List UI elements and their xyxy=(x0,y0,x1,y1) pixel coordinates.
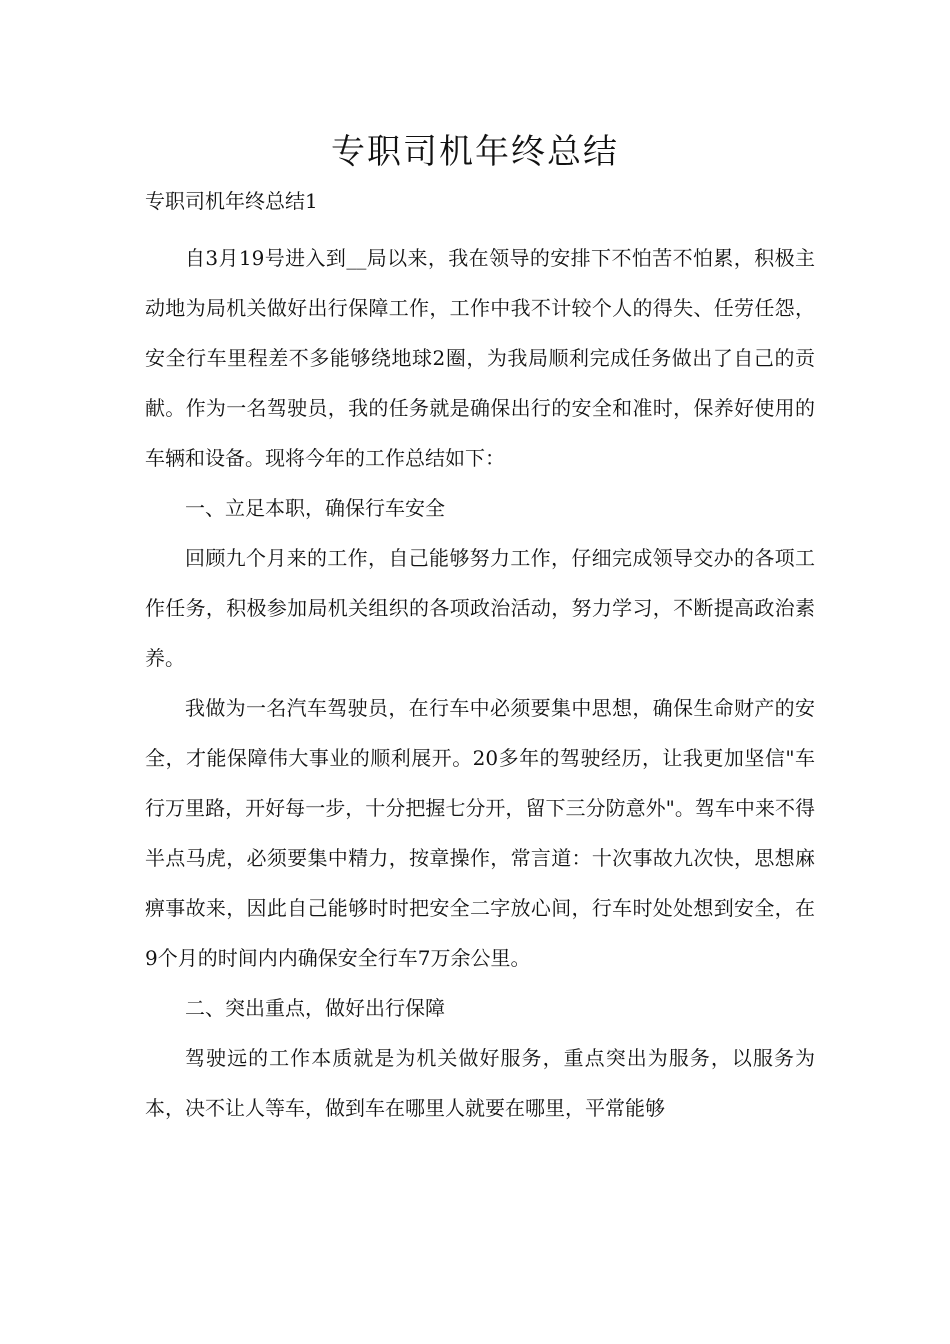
section-heading-2: 二、突出重点，做好出行保障 xyxy=(185,996,445,1020)
document-title: 专职司机年终总结 xyxy=(331,132,619,172)
section-heading-1: 一、立足本职，确保行车安全 xyxy=(185,496,445,520)
paragraph-safety: 我做为一名汽车驾驶员，在行车中必须要集中思想，确保生命财产的安全，才能保障伟大事业的顺利展开。20多年的驾驶经历，让我更加坚信"车行万里路，开好每一步，十分把握七分开，留下三分防意外"。驾车中来不得半点马虎，必须要集中精力，按章操作，常言道：十次事故九次快，思想麻痹事故来，因此自己能够时时把安全二字放心间，行车时处处想到安全，在9个月的时间内内确保安全行车7万余公里。 xyxy=(145,696,815,970)
paragraph-intro: 自3月19号进入到__局以来，我在领导的安排下不怕苦不怕累，积极主动地为局机关做好出行保障工作，工作中我不计较个人的得失、任劳任怨，安全行车里程差不多能够绕地球2圈，为我局顺利完成任务做出了自己的贡献。作为一名驾驶员，我的任务就是确保出行的安全和准时，保养好使用的车辆和设备。现将今年的工作总结如下： xyxy=(145,246,815,470)
paragraph-service: 驾驶远的工作本质就是为机关做好服务，重点突出为服务，以服务为本，决不让人等车，做到车在哪里人就要在哪里，平常能够 xyxy=(145,1046,815,1120)
document-body xyxy=(145,233,815,1133)
paragraph-review: 回顾九个月来的工作，自己能够努力工作，仔细完成领导交办的各项工作任务，积极参加局机关组织的各项政治活动，努力学习，不断提高政治素养。 xyxy=(145,546,815,670)
document-subtitle: 专职司机年终总结1 xyxy=(145,189,318,213)
